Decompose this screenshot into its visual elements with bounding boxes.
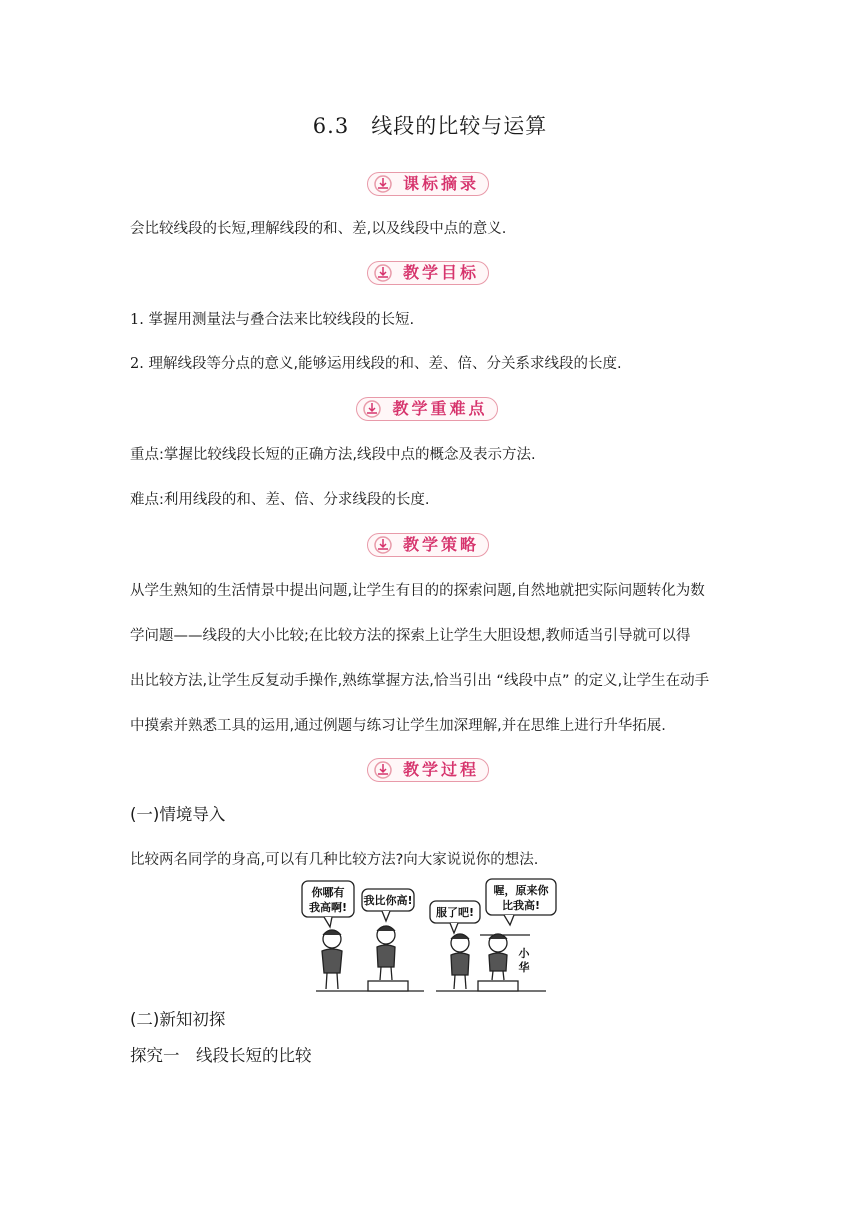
goal-item-2 bbox=[130, 354, 622, 374]
badge-label: 教学重难点 bbox=[392, 399, 488, 418]
page-title bbox=[0, 110, 860, 140]
goal-text: 掌握用测量法与叠合法来比较线段的长短. bbox=[148, 312, 415, 328]
book-arrow-icon bbox=[372, 536, 394, 554]
badge-label: 课标摘录 bbox=[402, 174, 479, 193]
book-arrow-icon bbox=[361, 400, 383, 418]
part1-text: 比较两名同学的身高,可以有几种比较方法?向大家说说你的想法. bbox=[130, 852, 539, 868]
badge-label: 教学策略 bbox=[402, 535, 479, 554]
goal-text: 理解线段等分点的意义,能够运用线段的和、差、倍、分关系求线段的长度. bbox=[148, 356, 622, 372]
explore-heading: 探究一 线段长短的比较 bbox=[130, 1046, 312, 1065]
bubble-text: 喔，原来你 bbox=[493, 884, 549, 897]
book-arrow-icon bbox=[372, 761, 394, 779]
badge-strategy bbox=[367, 533, 489, 557]
badge-label: 教学过程 bbox=[402, 760, 479, 779]
bubble-text: 我高啊! bbox=[308, 901, 348, 914]
badge-standard bbox=[367, 172, 489, 196]
strategy-line-1: 从学生熟知的生活情景中提出问题,让学生有目的的探索问题,自然地就把实际问题转化为数 bbox=[130, 583, 705, 599]
badge-goals bbox=[367, 261, 489, 285]
key-point-text: 重点:掌握比较线段长短的正确方法,线段中点的概念及表示方法. bbox=[130, 447, 536, 463]
part1-heading: (一)情境导入 bbox=[130, 805, 226, 824]
goal-item-1 bbox=[130, 310, 414, 330]
badge-label: 教学目标 bbox=[402, 263, 479, 282]
standard-text: 会比较线段的长短,理解线段的和、差,以及线段中点的意义. bbox=[130, 221, 507, 237]
name-label: 华 bbox=[518, 961, 530, 974]
section-title-text: 线段的比较与运算 bbox=[371, 114, 548, 138]
difficult-point-text: 难点:利用线段的和、差、倍、分求线段的长度. bbox=[130, 492, 430, 508]
bubble-text: 比我高! bbox=[501, 899, 541, 912]
bubble-text: 服了吧! bbox=[435, 906, 475, 919]
badge-keypoints bbox=[356, 397, 498, 421]
strategy-line-2: 学问题——线段的大小比较;在比较方法的探索上让学生大胆设想,教师适当引导就可以得 bbox=[130, 628, 691, 644]
strategy-line-4: 中摸索并熟悉工具的运用,通过例题与练习让学生加深理解,并在思维上进行升华拓展. bbox=[130, 718, 666, 734]
bubble-text: 你哪有 bbox=[311, 886, 345, 899]
name-label: 小 bbox=[518, 947, 530, 960]
badge-process bbox=[367, 758, 489, 782]
book-arrow-icon bbox=[372, 264, 394, 282]
bubble-text: 我比你高! bbox=[363, 894, 413, 907]
goal-num: 1. bbox=[130, 312, 144, 328]
section-number: 6.3 bbox=[312, 114, 350, 138]
book-arrow-icon bbox=[372, 175, 394, 193]
strategy-line-3: 出比较方法,让学生反复动手操作,熟练掌握方法,恰当引出 “线段中点” 的定义,让学生在动手 bbox=[130, 673, 710, 689]
height-comparison-illustration bbox=[300, 877, 562, 995]
part2-heading: (二)新知初探 bbox=[130, 1010, 226, 1029]
goal-num: 2. bbox=[130, 356, 144, 372]
